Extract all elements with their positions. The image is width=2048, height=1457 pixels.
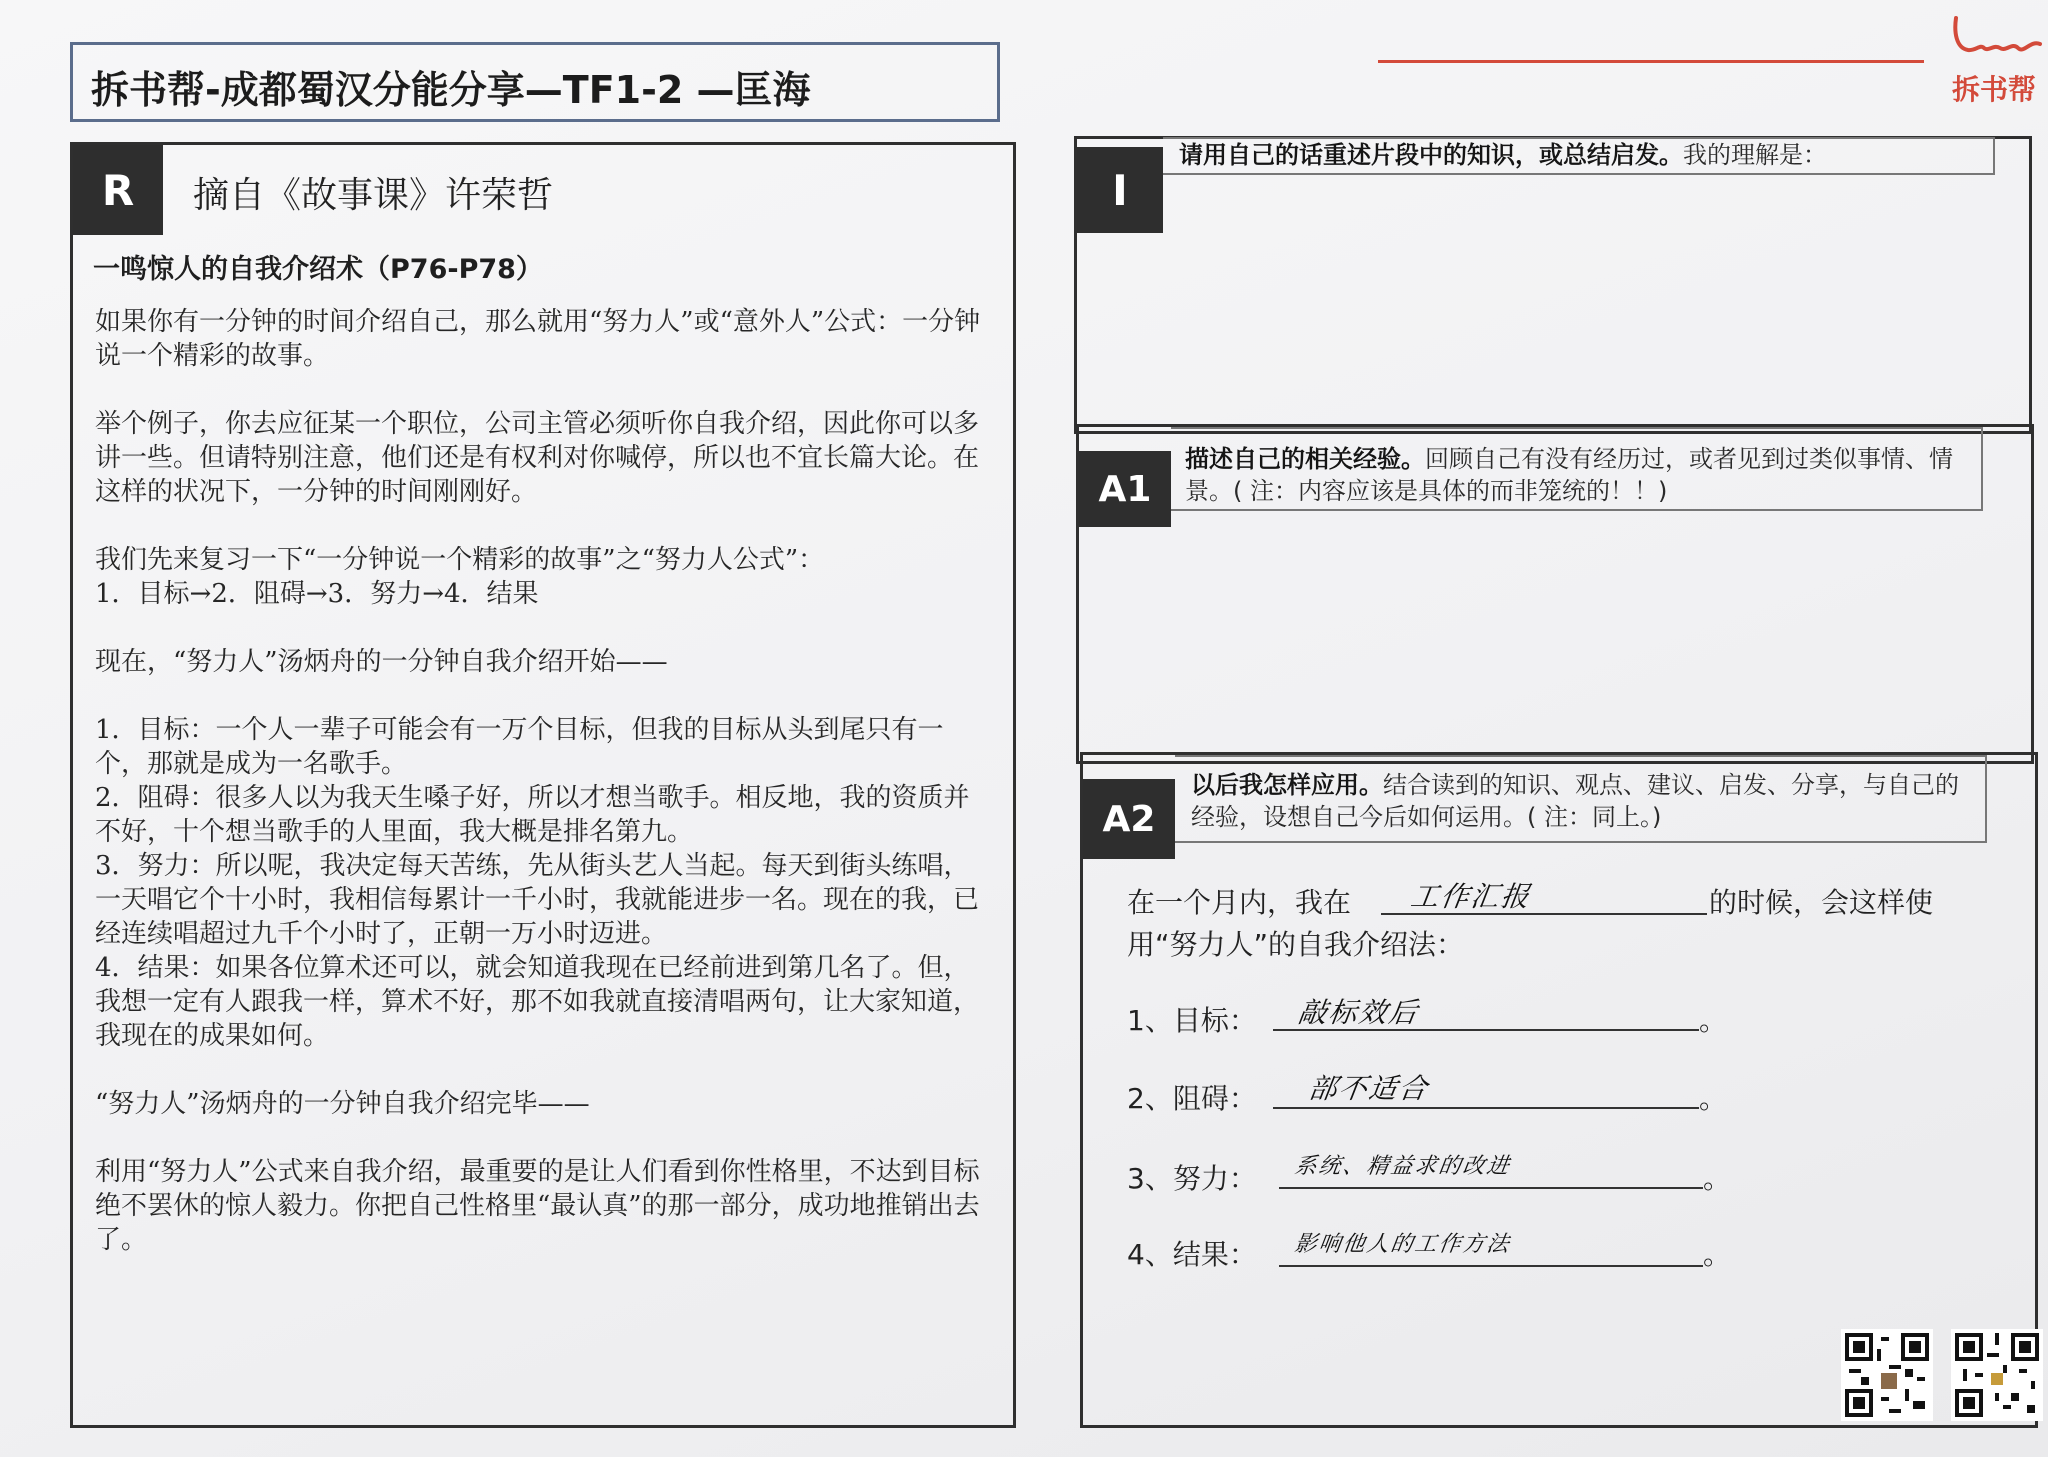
reading-step-goal: 1．目标：一个人一辈子可能会有一万个目标，但我的目标从头到尾只有一个，那就是成为一名歌手。	[95, 715, 944, 779]
application-prompt-rest: 结合读到的知识、观点、建议、启发、分享，与自己的经验，设想自己今后如何运用。( 注：同上。)	[1191, 771, 1959, 831]
fill-line-effort	[1279, 1187, 1703, 1189]
handwritten-goal: 敲标效后	[1296, 996, 1422, 1029]
application-intro-suffix: 的时候，会这样使	[1709, 886, 1934, 919]
period: 。	[1703, 1162, 1732, 1195]
page-title: 拆书帮-成都蜀汉分能分享—TF1-2 —匡海	[91, 68, 811, 112]
brand-name: 拆书帮	[1952, 73, 2037, 106]
item-result-label: 4、结果：	[1127, 1238, 1257, 1271]
period: 。	[1703, 1238, 1732, 1271]
experience-prompt-rest: 回顾自己有没有经历过，或者见到过类似事情、情景。( 注：内容应该是具体的而非笼统的！！)	[1185, 445, 1953, 505]
tag-i: I	[1077, 147, 1163, 233]
period: 。	[1699, 1004, 1728, 1037]
application-intro-line2: 用“努力人”的自我介绍法：	[1127, 928, 1465, 961]
insight-prompt-bold: 请用自己的话重述片段中的知识，或总结启发。	[1179, 141, 1683, 169]
reading-step-obstacle: 2．阻碍：很多人以为我天生嗓子好，所以才想当歌手。相反地，我的资质并不好，十个想当歌手的人里面，我大概是排名第九。	[95, 783, 970, 847]
fill-line-result	[1279, 1265, 1703, 1267]
reading-paragraph: 如果你有一分钟的时间介绍自己，那么就用“努力人”或“意外人”公式：一分钟说一个精彩的故事。	[95, 307, 981, 371]
item-goal-label: 1、目标：	[1127, 1004, 1257, 1037]
handwritten-effort: 系统、精益求的改进	[1292, 1154, 1513, 1179]
reading-step-effort: 3．努力：所以呢，我决定每天苦练，先从街头艺人当起。每天到街头练唱，一天唱它个十小时，我相信每累计一千小时，我就能进步一名。现在的我，已经连续唱超过九千个小时了，正朝一万小时迈进。	[95, 851, 980, 949]
reading-panel	[70, 142, 1016, 1428]
brand-divider	[1378, 60, 1924, 63]
reading-paragraph: 我们先来复习一下“一分钟说一个精彩的故事”之“努力人公式”：	[95, 545, 825, 575]
handwritten-result: 影响他人的工作方法	[1292, 1232, 1513, 1257]
period: 。	[1699, 1082, 1728, 1115]
reading-formula: 1．目标→2．阻碍→3．努力→4．结果	[95, 579, 539, 609]
fill-line-obstacle	[1273, 1107, 1699, 1109]
reading-paragraph: 利用“努力人”公式来自我介绍，最重要的是让人们看到你性格里，不达到目标绝不罢休的惊人毅力。你把自己性格里“最认真”的那一部分，成功地推销出去了。	[95, 1157, 980, 1255]
qr-code-icon	[1951, 1329, 2043, 1421]
tag-a2: A2	[1083, 779, 1175, 859]
brand-logo-icon	[1950, 14, 2046, 62]
item-obstacle-label: 2、阻碍：	[1127, 1082, 1257, 1115]
reading-paragraph: 现在，“努力人”汤炳舟的一分钟自我介绍开始——	[95, 647, 668, 677]
tag-r: R	[73, 145, 163, 235]
qr-code-icon	[1841, 1329, 1933, 1421]
reading-paragraph: 举个例子，你去应征某一个职位，公司主管必须听你自我介绍，因此你可以多讲一些。但请特别注意，他们还是有权利对你喊停，所以也不宜长篇大论。在这样的状况下，一分钟的时间刚刚好。	[95, 409, 980, 507]
application-panel	[1080, 752, 2038, 1428]
experience-panel	[1076, 424, 2034, 764]
application-prompt	[1191, 769, 1971, 833]
experience-prompt	[1185, 443, 1965, 507]
tag-a1: A1	[1079, 451, 1171, 527]
header-box	[70, 42, 1000, 122]
reading-paragraph: “努力人”汤炳舟的一分钟自我介绍完毕——	[95, 1089, 590, 1119]
application-prompt-bold: 以后我怎样应用。	[1191, 771, 1383, 799]
handwritten-obstacle: 部不适合	[1306, 1072, 1432, 1105]
insight-prompt	[1179, 139, 1979, 171]
item-effort-label: 3、努力：	[1127, 1162, 1257, 1195]
reading-source: 摘自《故事课》许荣哲	[193, 175, 554, 216]
reading-section-title: 一鸣惊人的自我介绍术（P76-P78）	[93, 254, 543, 285]
insight-panel	[1074, 136, 2032, 434]
reading-body	[95, 305, 995, 1291]
handwritten-scenario: 工作汇报	[1408, 880, 1534, 913]
reading-step-result: 4．结果：如果各位算术还可以，就会知道我现在已经前进到第几名了。但，我想一定有人跟我一样，算术不好，那不如我就直接清唱两句，让大家知道，我现在的成果如何。	[95, 953, 980, 1051]
experience-prompt-bold: 描述自己的相关经验。	[1185, 445, 1425, 473]
application-intro-prefix: 在一个月内，我在	[1127, 886, 1352, 919]
insight-prompt-rest: 我的理解是：	[1683, 141, 1827, 169]
